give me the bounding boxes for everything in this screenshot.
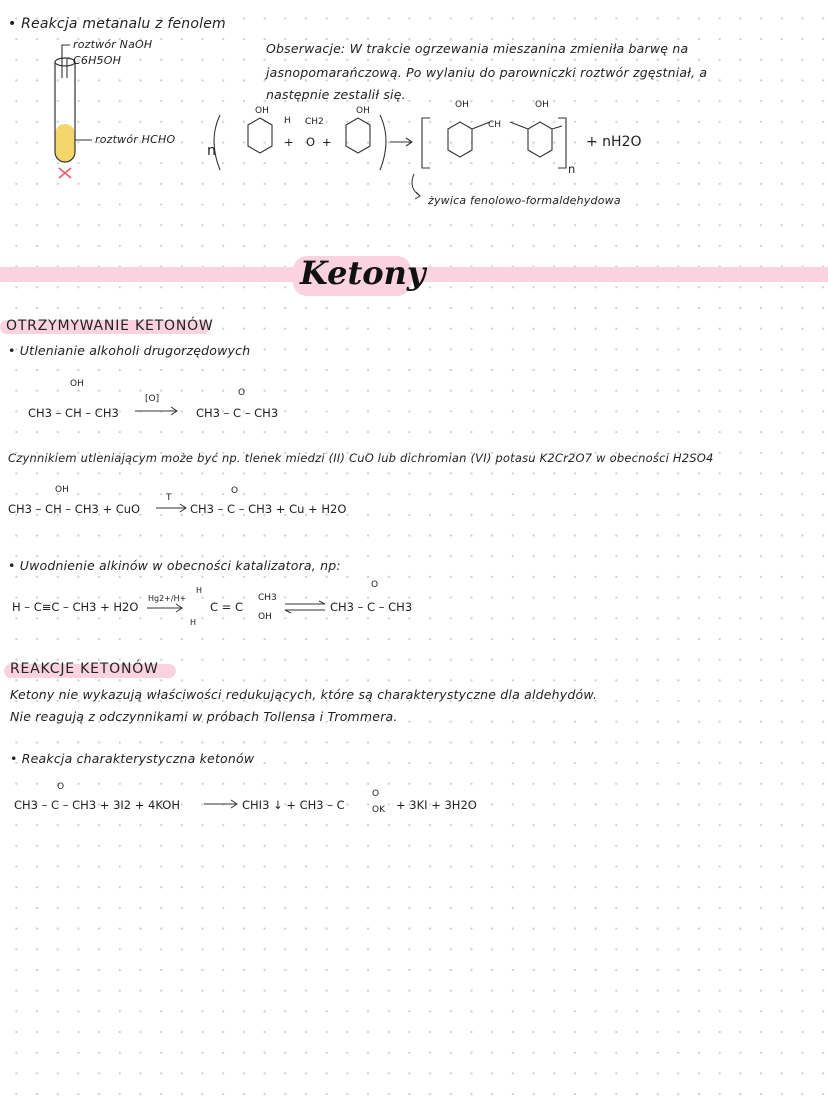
section-title-methanal-phenol: • Reakcja metanalu z fenolem: [8, 16, 226, 32]
label-hcho: roztwór HCHO: [95, 133, 176, 146]
plus-1: +: [284, 135, 294, 149]
equilibrium-arrows-icon: [285, 601, 329, 613]
h-label: H: [284, 116, 291, 126]
eq1-condition: [O]: [145, 394, 160, 404]
eq3-left: H – C≡C – CH3 + H2O: [12, 600, 139, 614]
observation-line-2: jasnopomarańczową. Po wylaniu do parowniczki roztwór zgęstniał, a: [266, 65, 708, 80]
oh-label-2: OH: [356, 106, 370, 116]
label-phenol: C6H5OH: [73, 54, 122, 67]
product-name: żywica fenolowo-formaldehydowa: [428, 194, 621, 207]
eq4-middle: CHI3 ↓ + CH3 – C: [242, 798, 345, 812]
curved-arrow-icon: [408, 172, 428, 202]
ketones-text-line-1: Ketony nie wykazują właściwości redukujących, które są charakterystyczne dla aldehydów.: [10, 687, 598, 702]
product-oh-2: OH: [535, 100, 549, 110]
label-naoh: roztwór NaOH: [73, 38, 153, 51]
heading-obtaining-ketones: OTRZYMYWANIE KETONÓW: [2, 318, 222, 334]
eq3-right: CH3 – C – CH3: [330, 600, 413, 614]
ketones-text-line-2: Nie reagują z odczynnikami w próbach Tollensa i Trommera.: [10, 709, 398, 724]
eq3-condition: Hg2+/H+: [148, 594, 187, 603]
ch2-label: CH2: [305, 117, 324, 127]
eq3-o: O: [371, 580, 379, 590]
eq4-o2: O: [372, 789, 380, 799]
eq4-o: O: [57, 782, 65, 792]
oh-label: OH: [255, 106, 269, 116]
eq2-condition: T: [166, 493, 172, 503]
phenol-formaldehyde-reaction-drawing: [210, 100, 630, 180]
product-n: n: [568, 162, 576, 176]
arrow-icon: [135, 406, 180, 416]
product-oh-1: OH: [455, 100, 469, 110]
eq3-h-bottom: H: [190, 618, 197, 627]
observation-line-1: Obserwacje: W trakcie ogrzewania mieszanina zmieniła barwę na: [266, 41, 689, 56]
banner-title: Ketony: [300, 254, 426, 292]
eq4-left: CH3 – C – CH3 + 3I2 + 4KOH: [14, 798, 180, 812]
eq1-oh: OH: [70, 379, 84, 389]
heading-ketone-reactions: REAKCJE KETONÓW: [6, 661, 167, 677]
o-label: O: [306, 135, 316, 149]
eq2-o: O: [231, 486, 239, 496]
eq1-o: O: [238, 388, 246, 398]
bullet-characteristic-reaction: • Reakcja charakterystyczna ketonów: [10, 751, 255, 766]
eq4-ok: OK: [372, 805, 385, 815]
arrow-icon: [156, 503, 188, 513]
eq2-oh: OH: [55, 485, 69, 495]
observation-line-3: następnie zestalił się.: [266, 87, 406, 102]
eq3-h-top: H: [196, 586, 203, 595]
eq1-left: CH3 – CH – CH3: [28, 406, 119, 420]
bullet-hydration: • Uwodnienie alkinów w obecności katalizatora, np:: [8, 558, 341, 573]
product-ch: CH: [488, 120, 502, 130]
eq2-right: CH3 – C – CH3 + Cu + H2O: [190, 502, 347, 516]
product-water: + nH2O: [586, 134, 642, 150]
eq3-enol: C = C: [210, 600, 244, 614]
eq2-left: CH3 – CH – CH3 + CuO: [8, 502, 141, 516]
eq3-ch3: CH3: [258, 593, 277, 603]
eq1-right: CH3 – C – CH3: [196, 406, 279, 420]
reaction-n-left: n: [207, 143, 216, 159]
eq3-oh: OH: [258, 612, 272, 622]
arrow-icon: [204, 799, 240, 809]
bullet-oxidation: • Utlenianie alkoholi drugorzędowych: [8, 343, 251, 358]
oxidizing-agent-note: Czynnikiem utleniającym może być np. tlenek miedzi (II) CuO lub dichromian (VI) potasu K2Cr2O7 w obecności H2SO4: [8, 451, 714, 465]
plus-2: +: [322, 135, 332, 149]
arrow-icon: [147, 603, 185, 613]
eq4-right: + 3KI + 3H2O: [396, 798, 477, 812]
